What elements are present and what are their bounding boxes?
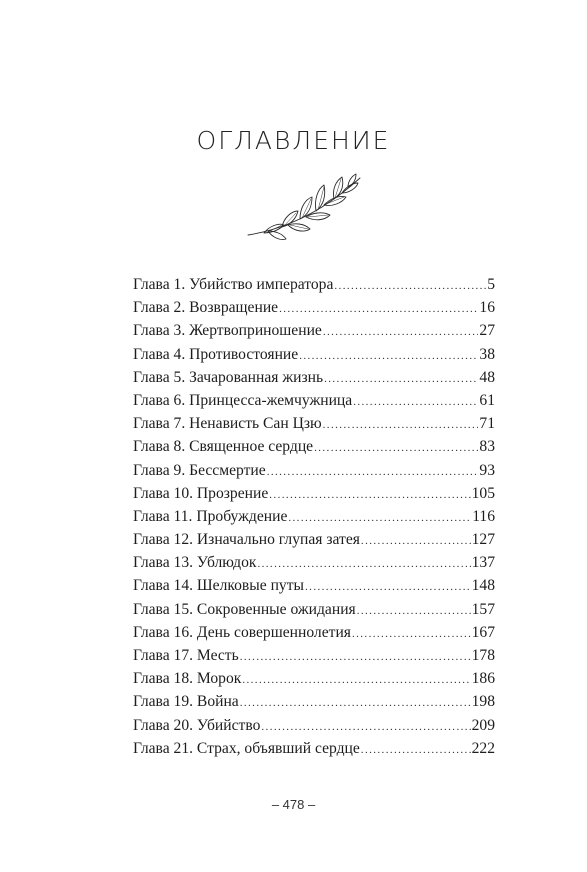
dot-leader xyxy=(361,530,471,553)
toc-entry[interactable] xyxy=(133,737,495,760)
toc-entry-page: 61 xyxy=(479,391,495,409)
toc-entry-label: Глава 21. Страх, объявший сердце xyxy=(133,739,360,757)
dot-leader xyxy=(288,507,471,530)
dot-leader xyxy=(242,669,470,692)
toc-entry-label: Глава 6. Принцесса-жемчужница xyxy=(133,391,353,409)
dot-leader xyxy=(361,739,471,762)
toc-entry[interactable] xyxy=(133,505,495,528)
toc-entry-page: 48 xyxy=(479,368,495,386)
toc-entry-label: Глава 3. Жертвоприношение xyxy=(133,322,322,340)
dot-leader xyxy=(305,576,471,599)
dot-leader xyxy=(240,646,471,669)
dot-leader xyxy=(323,321,479,344)
toc-entry-page: 198 xyxy=(471,693,495,711)
toc-entry-label: Глава 2. Возвращение xyxy=(133,299,279,317)
toc-entry-label: Глава 4. Противостояние xyxy=(133,345,299,363)
toc-entry[interactable] xyxy=(133,482,495,505)
toc-entry-label: Глава 12. Изначально глупая затея xyxy=(133,531,360,549)
toc-entry-label: Глава 20. Убийство xyxy=(133,716,261,734)
toc-entry-page: 167 xyxy=(471,623,495,641)
toc-entry-page: 186 xyxy=(471,670,495,688)
toc-entry-label: Глава 18. Морок xyxy=(133,670,242,688)
toc-entry[interactable] xyxy=(133,319,495,342)
toc-entry-page: 71 xyxy=(479,415,495,433)
toc-entry[interactable] xyxy=(133,412,495,435)
toc-entry-page: 178 xyxy=(471,647,495,664)
toc-entry-page: 127 xyxy=(471,531,495,549)
toc-entry[interactable] xyxy=(133,644,495,667)
toc-entry-label: Глава 11. Пробуждение xyxy=(133,507,288,525)
toc-entry-label: Глава 16. День совершеннолетия xyxy=(133,623,351,641)
dot-leader xyxy=(279,298,478,321)
toc-entry[interactable] xyxy=(133,273,495,296)
page-title: ОГЛАВЛЕНИЕ xyxy=(196,126,391,155)
toc-entry-label: Глава 19. Война xyxy=(133,693,239,711)
toc-entry-page: 209 xyxy=(471,716,495,734)
toc-entry-label: Глава 1. Убийство императора xyxy=(133,276,334,293)
toc-entry-page: 83 xyxy=(479,438,495,456)
toc-entry-label: Глава 17. Месть xyxy=(133,647,239,664)
toc-entry-label: Глава 10. Прозрение xyxy=(133,484,269,502)
toc-entry-page: 5 xyxy=(487,276,495,293)
dot-leader xyxy=(353,391,478,414)
toc-entry[interactable] xyxy=(133,343,495,366)
olive-branch-icon xyxy=(244,173,364,243)
toc-entry[interactable] xyxy=(133,435,495,458)
dot-leader xyxy=(269,484,470,507)
dot-leader xyxy=(323,414,479,437)
toc-entry[interactable] xyxy=(133,574,495,597)
dot-leader xyxy=(267,461,479,484)
toc-entry-label: Глава 15. Сокровенные ожидания xyxy=(133,600,356,618)
table-of-contents xyxy=(133,273,495,760)
toc-entry-label: Глава 5. Зачарованная жизнь xyxy=(133,368,324,386)
toc-entry[interactable] xyxy=(133,389,495,412)
toc-entry-page: 105 xyxy=(471,484,495,502)
dot-leader xyxy=(261,716,470,739)
dot-leader xyxy=(240,692,471,715)
toc-entry-label: Глава 14. Шелковые путы xyxy=(133,577,305,595)
toc-entry-page: 116 xyxy=(472,507,495,525)
toc-entry-page: 27 xyxy=(479,322,495,340)
toc-entry-label: Глава 9. Бессмертие xyxy=(133,461,266,479)
dot-leader xyxy=(299,345,478,368)
toc-entry[interactable] xyxy=(133,459,495,482)
toc-entry-page: 137 xyxy=(471,554,495,572)
toc-entry[interactable] xyxy=(133,296,495,319)
toc-entry[interactable] xyxy=(133,366,495,389)
toc-entry-page: 16 xyxy=(479,299,495,317)
toc-entry-page: 222 xyxy=(471,739,495,757)
toc-entry[interactable] xyxy=(133,667,495,690)
toc-entry-label: Глава 8. Священное сердце xyxy=(133,438,314,456)
dot-leader xyxy=(357,600,471,623)
toc-entry[interactable] xyxy=(133,690,495,713)
toc-entry-label: Глава 7. Ненависть Сан Цзю xyxy=(133,415,322,433)
toc-entry[interactable] xyxy=(133,714,495,737)
dot-leader xyxy=(352,623,471,646)
toc-entry-page: 148 xyxy=(471,577,495,595)
toc-entry-page: 93 xyxy=(479,461,495,479)
toc-entry[interactable] xyxy=(133,528,495,551)
toc-entry-page: 38 xyxy=(479,345,495,363)
toc-entry-page: 157 xyxy=(471,600,495,618)
toc-entry[interactable] xyxy=(133,598,495,621)
dot-leader xyxy=(324,368,478,391)
toc-entry[interactable] xyxy=(133,621,495,644)
dot-leader xyxy=(257,553,470,576)
dot-leader xyxy=(334,275,486,298)
page-number: – 478 – xyxy=(271,797,316,812)
dot-leader xyxy=(314,437,478,460)
toc-entry-label: Глава 13. Ублюдок xyxy=(133,554,257,572)
toc-entry[interactable] xyxy=(133,551,495,574)
